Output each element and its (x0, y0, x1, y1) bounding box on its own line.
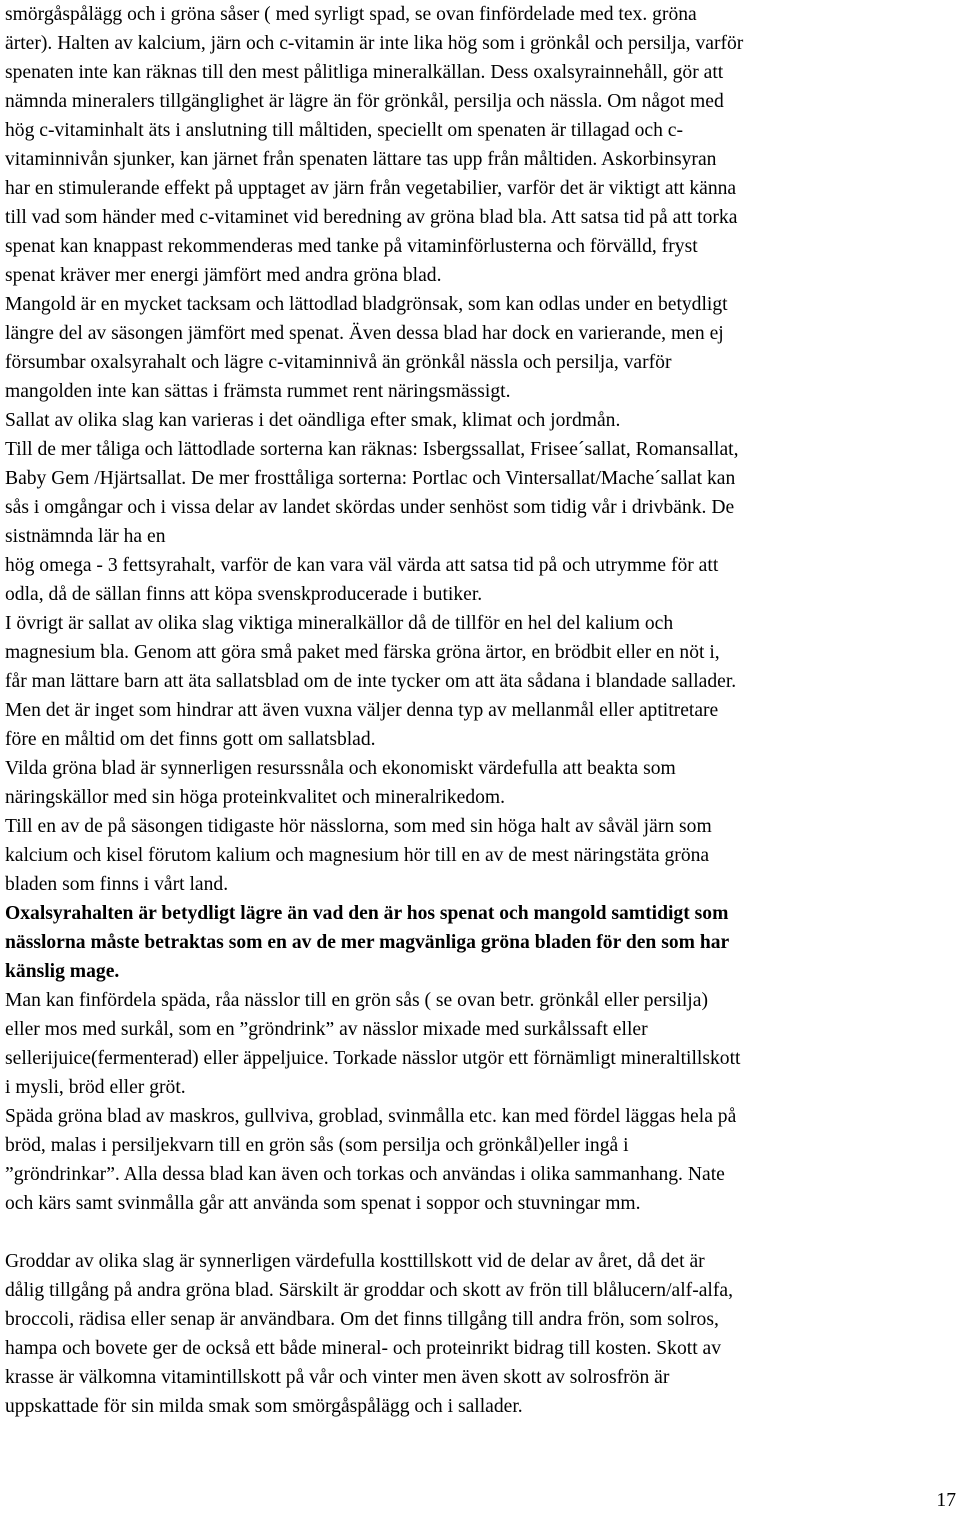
page-number: 17 (936, 1490, 956, 1511)
text-line: Sallat av olika slag kan varieras i det oändliga efter smak, klimat och jordmån. (5, 410, 621, 431)
paragraph-mangold (5, 290, 957, 406)
text-line: Man kan finfördela späda, råa nässlor till en grön sås ( se ovan betr. grönkål eller persilja) (5, 990, 708, 1011)
paragraph-spinach (5, 0, 957, 290)
text-line: krasse är välkomna vitamintillskott på vår och vinter men även skott av solrosfrön är (5, 1367, 670, 1388)
text-line: odla, då de sällan finns att köpa svenskproducerade i butiker. (5, 584, 483, 605)
text-line: Men det är inget som hindrar att även vuxna väljer denna typ av mellanmål eller aptitretare (5, 700, 719, 721)
text-line: sås i omgångar och i vissa delar av landet skördas under senhöst som tidig vår i drivbänk. De (5, 497, 735, 518)
blank-line (5, 1218, 957, 1247)
text-line: hög c-vitaminhalt äts i anslutning till måltiden, speciellt om spenaten är tillagad och c- (5, 120, 683, 141)
text-line: ärter). Halten av kalcium, järn och c-vitamin är inte lika hög som i grönkål och persilja, varför (5, 33, 744, 54)
text-line: mangolden inte kan sättas i främsta rummet rent näringsmässigt. (5, 381, 511, 402)
text-line: ”gröndrinkar”. Alla dessa blad kan även och torkas och användas i olika sammanhang. Nate (5, 1164, 725, 1185)
text-line: till vad som händer med c-vitaminet vid beredning av gröna blad bla. Att satsa tid på att torka (5, 207, 738, 228)
text-line: får man lättare barn att äta sallatsblad om de inte tycker om att äta sådana i blandade sallader. (5, 671, 737, 692)
text-line: Mangold är en mycket tacksam och lättodlad bladgrönsak, som kan odlas under en betydligt (5, 294, 728, 315)
text-line: bröd, malas i persiljekvarn till en grön sås (som persilja och grönkål)eller ingå i (5, 1135, 629, 1156)
text-line: hampa och bovete ger de också ett både mineral- och proteinrikt bidrag till kosten. Skott av (5, 1338, 722, 1359)
text-line: försumbar oxalsyrahalt och lägre c-vitaminnivå än grönkål nässla och persilja, varför (5, 352, 672, 373)
document-page (5, 0, 957, 1515)
text-line: nässlorna måste betraktas som en av de mer magvänliga gröna bladen för den som har (5, 932, 730, 953)
text-line: Vilda gröna blad är synnerligen resurssnåla och ekonomiskt värdefulla att beakta som (5, 758, 676, 779)
paragraph-nasslor (5, 812, 957, 899)
paragraph-sallat-mineral (5, 609, 957, 754)
text-line: i mysli, bröd eller gröt. (5, 1077, 186, 1098)
text-line: näringskällor med sin höga proteinkvalitet och mineralrikedom. (5, 787, 506, 808)
paragraph-finfordela (5, 986, 957, 1102)
text-line: bladen som finns i vårt land. (5, 874, 229, 895)
text-line: spenat kan knappast rekommenderas med tanke på vitaminförlusterna och förvälld, fryst (5, 236, 698, 257)
text-line: känslig mage. (5, 961, 120, 982)
text-line: nämnda mineralers tillgänglighet är lägre än för grönkål, persilja och nässla. Om något med (5, 91, 724, 112)
text-line: I övrigt är sallat av olika slag viktiga mineralkällor då de tillför en hel del kalium och (5, 613, 674, 634)
text-line: längre del av säsongen jämfört med spenat. Även dessa blad har dock en varierande, men ej (5, 323, 724, 344)
text-line: spenat kräver mer energi jämfört med andra gröna blad. (5, 265, 442, 286)
text-line: Groddar av olika slag är synnerligen värdefulla kosttillskott vid de delar av året, då det är (5, 1251, 705, 1272)
text-line: har en stimulerande effekt på upptaget av järn från vegetabilier, varför det är viktigt att känna (5, 178, 737, 199)
text-line: vitaminnivån sjunker, kan järnet från spenaten lättare tas upp från måltiden. Askorbinsyran (5, 149, 717, 170)
paragraph-spada-blad (5, 1102, 957, 1218)
text-line: smörgåspålägg och i gröna såser ( med syrligt spad, se ovan finfördelade med tex. gröna (5, 4, 697, 25)
text-line: eller mos med surkål, som en ”gröndrink” av nässlor mixade med surkålssaft eller (5, 1019, 648, 1040)
paragraph-sallat-intro (5, 406, 957, 435)
text-line: hög omega - 3 fettsyrahalt, varför de kan vara väl värda att satsa tid på och utrymme för att (5, 555, 719, 576)
paragraph-vilda-blad (5, 754, 957, 812)
text-line: magnesium bla. Genom att göra små paket med färska gröna ärtor, en brödbit eller en nöt i, (5, 642, 720, 663)
paragraph-sallat-sorter (5, 435, 957, 609)
text-line: och kärs samt svinmålla går att använda som spenat i soppor och stuvningar mm. (5, 1193, 641, 1214)
text-line: kalcium och kisel förutom kalium och magnesium hör till en av de mest näringstäta gröna (5, 845, 710, 866)
paragraph-oxalsyra-bold (5, 899, 957, 986)
text-line: uppskattade för sin milda smak som smörgåspålägg och i sallader. (5, 1396, 523, 1417)
text-line: Till en av de på säsongen tidigaste hör nässlorna, som med sin höga halt av såväl järn som (5, 816, 712, 837)
text-line: Till de mer tåliga och lättodlade sorterna kan räknas: Isbergssallat, Frisee´sallat, Romansallat, (5, 439, 739, 460)
text-line: dålig tillgång på andra gröna blad. Särskilt är groddar och skott av frön till blålucern/alf-alfa, (5, 1280, 733, 1301)
text-line: Baby Gem /Hjärtsallat. De mer frosttåliga sorterna: Portlac och Vintersallat/Mache´sallat kan (5, 468, 736, 489)
text-line: sellerijuice(fermenterad) eller äppeljuice. Torkade nässlor utgör ett förnämligt mineraltillskott (5, 1048, 741, 1069)
paragraph-groddar (5, 1247, 957, 1421)
text-line: spenaten inte kan räknas till den mest pålitliga mineralkällan. Dess oxalsyrainnehåll, gör att (5, 62, 724, 83)
text-line: Späda gröna blad av maskros, gullviva, groblad, svinmålla etc. kan med fördel läggas hela på (5, 1106, 737, 1127)
text-line: broccoli, rädisa eller senap är användbara. Om det finns tillgång till andra frön, som solros, (5, 1309, 719, 1330)
text-line: Oxalsyrahalten är betydligt lägre än vad den är hos spenat och mangold samtidigt som (5, 903, 729, 924)
text-line: före en måltid om det finns gott om sallatsblad. (5, 729, 376, 750)
text-line: sistnämnda lär ha en (5, 526, 166, 547)
